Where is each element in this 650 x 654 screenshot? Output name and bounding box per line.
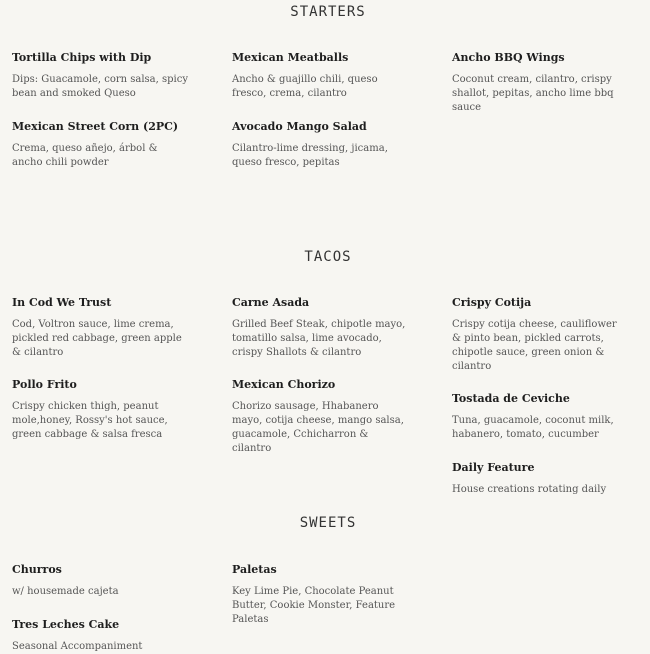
menu-item-description: Crispy chicken thigh, peanut mole,honey, Rossy's hot sauce, green cabbage & salsa fresca xyxy=(12,401,168,440)
menu-item-avocado-mango-salad xyxy=(232,120,408,170)
menu-item-name: Mexican Street Corn (2PC) xyxy=(12,120,179,133)
menu-item-name: Churros xyxy=(12,563,62,576)
menu-item-description: Key Lime Pie, Chocolate Peanut Butter, Cookie Monster, Feature Paletas xyxy=(232,586,396,625)
section-title-tacos: TACOS xyxy=(304,249,352,265)
menu-item-name: Paletas xyxy=(232,563,277,576)
menu-item-name: Mexican Chorizo xyxy=(232,378,336,391)
menu-item-mexican-chorizo xyxy=(232,378,408,456)
menu-item-tres-leches-cake xyxy=(12,618,188,654)
menu-item-pollo-frito xyxy=(12,378,188,442)
menu-item-name: Daily Feature xyxy=(452,461,535,474)
menu-item-name: Crispy Cotija xyxy=(452,296,532,309)
menu-item-description: w/ housemade cajeta xyxy=(12,586,119,597)
menu-item-name: Tortilla Chips with Dip xyxy=(12,51,152,64)
menu-item-daily-feature xyxy=(452,461,628,497)
menu-item-description: Crema, queso añejo, árbol & ancho chili powder xyxy=(12,143,158,168)
menu-item-name: Ancho BBQ Wings xyxy=(452,51,565,64)
section-title-starters: STARTERS xyxy=(290,4,366,20)
menu-item-name: Pollo Frito xyxy=(12,378,77,391)
menu-item-description: Chorizo sausage, Hhabanero mayo, cotija cheese, mango salsa, guacamole, Cchicharron & cilantro xyxy=(232,401,404,454)
menu-item-carne-asada xyxy=(232,296,408,360)
menu-item-description: Cod, Voltron sauce, lime crema, pickled red cabbage, green apple & cilantro xyxy=(12,319,182,358)
menu-item-description: Seasonal Accompaniment xyxy=(12,641,143,652)
menu-item-name: Mexican Meatballs xyxy=(232,51,349,64)
menu-item-churros xyxy=(12,563,188,599)
menu-item-in-cod-we-trust xyxy=(12,296,188,360)
menu-item-description: Dips: Guacamole, corn salsa, spicy bean and smoked Queso xyxy=(12,74,188,99)
menu-item-mexican-meatballs xyxy=(232,51,408,101)
menu-item-description: Tuna, guacamole, coconut milk, habanero, tomato, cucumber xyxy=(452,415,614,440)
menu-item-tostada-de-ceviche xyxy=(452,392,628,442)
menu-item-name: Tres Leches Cake xyxy=(12,618,120,631)
menu-item-name: Tostada de Ceviche xyxy=(452,392,570,405)
menu-item-description: Cilantro-lime dressing, jicama, queso fresco, pepitas xyxy=(232,143,388,168)
menu-item-ancho-bbq-wings xyxy=(452,51,628,115)
menu-item-name: Carne Asada xyxy=(232,296,310,309)
menu-item-description: Crispy cotija cheese, cauliflower & pinto bean, pickled carrots, chipotle sauce, green onion & cilantro xyxy=(452,319,617,372)
menu-item-name: In Cod We Trust xyxy=(12,296,112,309)
menu-item-tortilla-chips xyxy=(12,51,188,101)
menu-item-description: Grilled Beef Steak, chipotle mayo, tomatillo salsa, lime avocado, crispy Shallots & cilantro xyxy=(232,319,406,358)
menu-item-paletas xyxy=(232,563,408,627)
menu-item-name: Avocado Mango Salad xyxy=(232,120,367,133)
section-title-sweets: SWEETS xyxy=(299,515,357,531)
menu-item-description: Ancho & guajillo chili, queso fresco, crema, cilantro xyxy=(232,74,378,99)
menu-item-street-corn xyxy=(12,120,188,170)
menu-item-description: House creations rotating daily xyxy=(452,484,607,495)
menu-item-description: Coconut cream, cilantro, crispy shallot, pepitas, ancho lime bbq sauce xyxy=(452,74,614,113)
menu-item-crispy-cotija xyxy=(452,296,628,374)
